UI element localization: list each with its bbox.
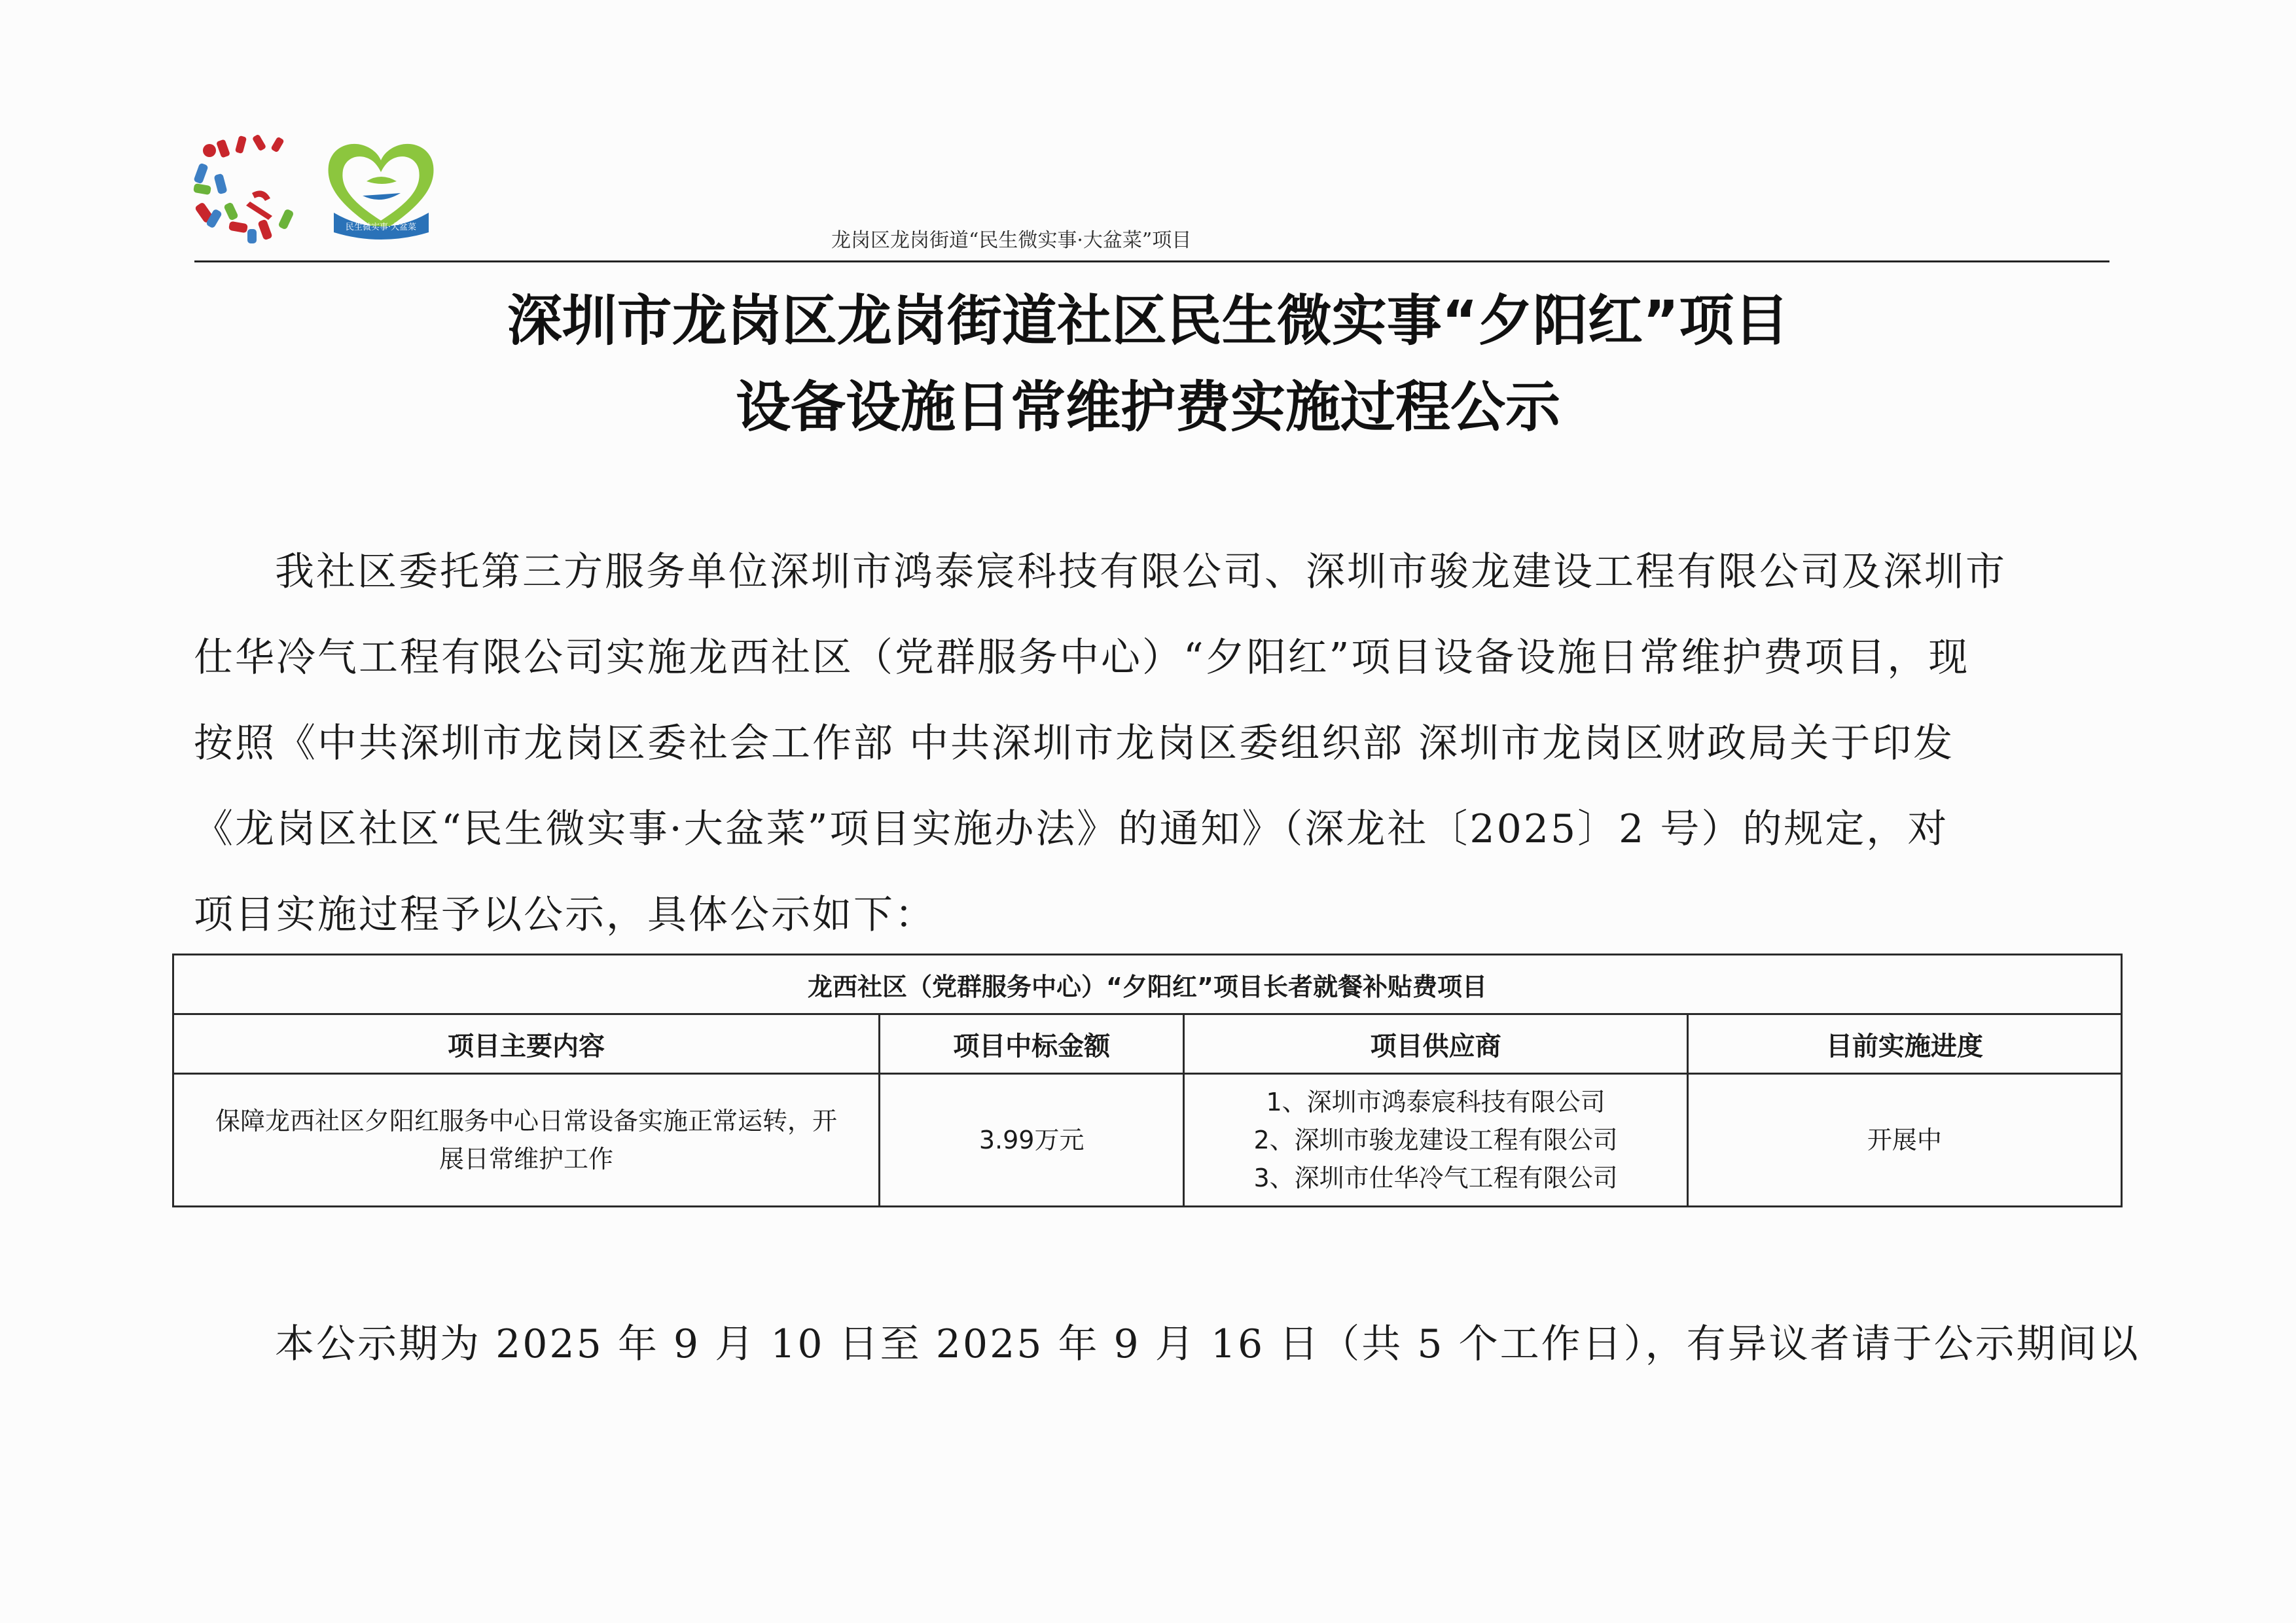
page-title-line-2: 设备设施日常维护费实施过程公示	[735, 375, 1560, 439]
body-paragraph-line: 《龙岗区社区“民生微实事·大盆菜”项目实施办法》的通知》（深龙社〔2025〕2 号）的规定，对	[194, 806, 1949, 852]
supplier-item: 1、深圳市鸿泰宸科技有限公司	[1266, 1088, 1605, 1116]
page-title-line-1: 深圳市龙岗区龙岗街道社区民生微实事“夕阳红”项目	[507, 289, 1789, 353]
project-table	[172, 954, 2123, 1207]
body-paragraph-line: 按照《中共深圳市龙岗区委社会工作部 中共深圳市龙岗区委组织部 深圳市龙岗区财政局关于印发	[194, 721, 1955, 766]
minsheng-heart-logo	[321, 134, 442, 245]
logo-dot	[203, 144, 216, 157]
supplier-item: 2、深圳市骏龙建设工程有限公司	[1253, 1126, 1618, 1154]
supplier-item: 3、深圳市仕华冷气工程有限公司	[1253, 1164, 1618, 1192]
body-paragraph-line: 项目实施过程予以公示，具体公示如下：	[194, 892, 936, 938]
table-caption: 龙西社区（党群服务中心）“夕阳红”项目长者就餐补贴费项目	[173, 955, 2122, 1014]
body-paragraph-line: 本公示期为 2025 年 9 月 10 日至 2025 年 9 月 16 日（共 5 个工作日），有异议者请于公示期间以	[275, 1321, 2140, 1367]
heart-logo-caption: 民生微实事·大盆菜	[345, 223, 417, 232]
body-paragraph-line: 仕华冷气工程有限公司实施龙西社区（党群服务中心）“夕阳红”项目设备设施日常维护费项目，现	[194, 635, 1970, 681]
column-header-amount: 项目中标金额	[879, 1014, 1184, 1074]
header-divider	[194, 260, 2109, 262]
column-header-supplier: 项目供应商	[1184, 1014, 1687, 1074]
header-project-note: 龙岗区龙岗街道“民生微实事·大盆菜”项目	[831, 229, 1192, 252]
cell-suppliers	[1184, 1074, 1687, 1207]
body-paragraph-line: 我社区委托第三方服务单位深圳市鸿泰宸科技有限公司、深圳市骏龙建设工程有限公司及深圳市	[275, 549, 2007, 595]
cell-amount: 3.99万元	[879, 1074, 1184, 1207]
cell-content: 保障龙西社区夕阳红服务中心日常设备实施正常运转，开展日常维护工作	[173, 1074, 880, 1207]
cell-progress: 开展中	[1687, 1074, 2121, 1207]
column-header-content: 项目主要内容	[173, 1014, 880, 1074]
party-building-logo	[190, 131, 304, 245]
table-row	[173, 1074, 2122, 1207]
column-header-progress: 目前实施进度	[1687, 1014, 2121, 1074]
